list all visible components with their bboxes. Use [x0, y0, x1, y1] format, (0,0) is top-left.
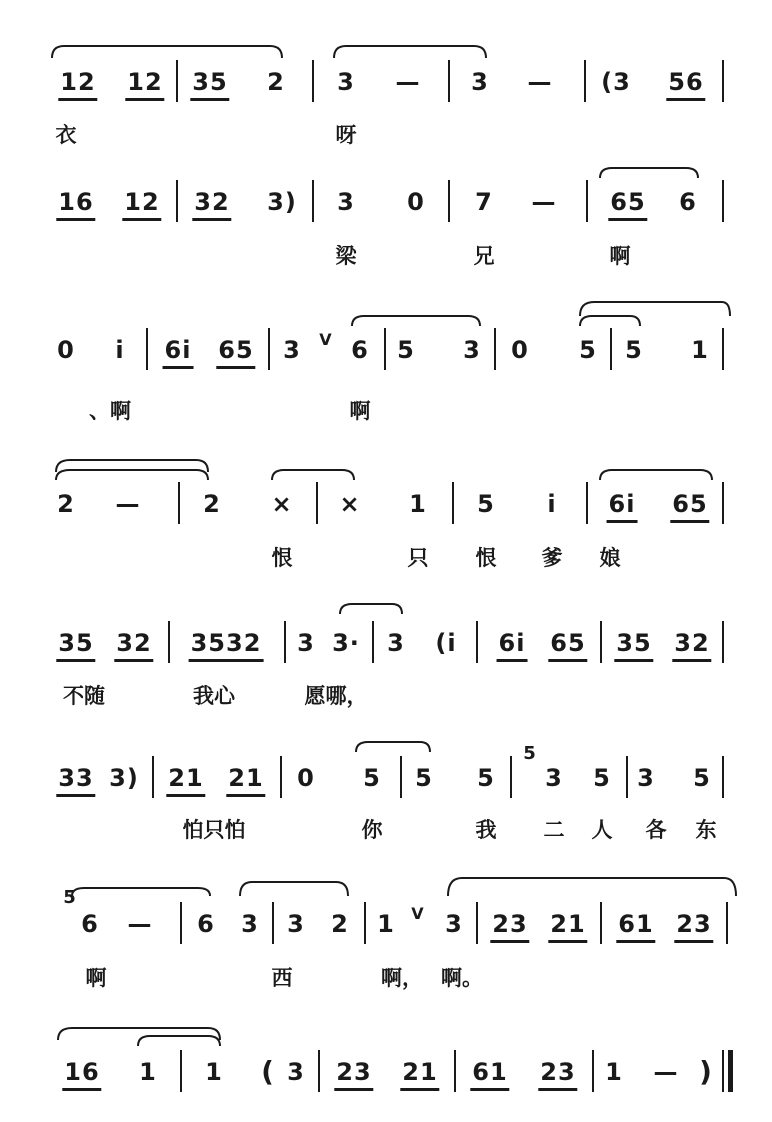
barline — [312, 180, 314, 222]
slur — [56, 470, 208, 480]
barline — [600, 902, 602, 944]
lyric-row-5 — [0, 680, 772, 720]
note-group: 21 — [548, 908, 587, 943]
lyric: 梁 — [335, 244, 357, 268]
lyric: 啊 — [85, 966, 107, 990]
dash: — — [653, 1058, 679, 1086]
slur — [580, 316, 640, 326]
note: 7 — [475, 188, 493, 216]
note-group: 56 — [666, 66, 705, 101]
lyric: 东 — [695, 818, 717, 842]
lyric: 怕只怕 — [182, 818, 246, 842]
slur — [448, 878, 736, 896]
note-group: 32 — [192, 186, 231, 221]
note: 3 — [283, 336, 301, 364]
lyric-row-4 — [0, 542, 772, 582]
barline — [476, 902, 478, 944]
lyric: 我 — [475, 818, 497, 842]
note-group: 12 — [122, 186, 161, 221]
grace-note: 5 — [523, 743, 537, 764]
note-group: 33 — [56, 762, 95, 797]
lyric: 恨 — [475, 546, 497, 570]
notation-row-8 — [0, 1056, 772, 1096]
note-group: 3532 — [189, 627, 264, 662]
lyric: 我心 — [193, 684, 235, 708]
note: i — [547, 490, 557, 518]
note: 5 — [415, 764, 433, 792]
slur — [334, 46, 486, 58]
note: 3 — [545, 764, 563, 792]
barline — [586, 482, 588, 524]
note-group: 16 — [62, 1056, 101, 1091]
barline — [584, 60, 586, 102]
note-group: 35 — [56, 627, 95, 662]
note: 5 — [593, 764, 611, 792]
barline — [312, 60, 314, 102]
slur — [580, 302, 730, 316]
note: × — [271, 490, 293, 518]
notation-row-7 — [0, 887, 772, 948]
note: 3) — [267, 188, 297, 216]
slur — [56, 460, 208, 472]
lyric-row-1 — [0, 119, 772, 159]
note: (i — [435, 629, 457, 657]
note: 3 — [337, 188, 355, 216]
lyric: 人 — [591, 818, 613, 842]
notation-row-1 — [0, 66, 772, 106]
note-group: 23 — [674, 908, 713, 943]
lyric: 啊。 — [441, 966, 483, 990]
barline — [494, 328, 496, 370]
note: 2 — [203, 490, 221, 518]
barline — [448, 60, 450, 102]
note: 3 — [337, 68, 355, 96]
lyric: 、啊 — [89, 399, 131, 423]
note: 2 — [331, 910, 349, 938]
barline — [722, 482, 724, 524]
lyric: 恨 — [271, 546, 293, 570]
note-group: 16 — [56, 186, 95, 221]
dash: — — [395, 68, 421, 96]
note: i — [115, 336, 125, 364]
dash: — — [527, 68, 553, 96]
note: 2 — [57, 490, 75, 518]
paren: ) — [699, 1055, 713, 1088]
lyric: 不随 — [63, 684, 105, 708]
note: 0 — [511, 336, 529, 364]
barline — [600, 621, 602, 663]
barline — [610, 328, 612, 370]
note: 3 — [445, 910, 463, 938]
note-group: 12 — [58, 66, 97, 101]
barline — [152, 756, 154, 798]
slur — [52, 46, 282, 58]
barline — [726, 902, 728, 944]
lyric-row-2 — [0, 240, 772, 280]
notation-row-2 — [0, 186, 772, 226]
note-group: 35 — [190, 66, 229, 101]
note: 6 — [197, 910, 215, 938]
note-group: 6i — [163, 334, 194, 369]
barline — [448, 180, 450, 222]
notation-row-5 — [0, 627, 772, 667]
note-group: 35 — [614, 627, 653, 662]
note: 1 — [691, 336, 709, 364]
note-group: 23 — [334, 1056, 373, 1091]
note: 3) — [109, 764, 139, 792]
barline — [722, 328, 724, 370]
note: 3 — [637, 764, 655, 792]
slur — [240, 882, 348, 896]
note-group: 21 — [226, 762, 265, 797]
note-group: 65 — [608, 186, 647, 221]
note: 1 — [409, 490, 427, 518]
barline — [364, 902, 366, 944]
barline — [722, 621, 724, 663]
barline — [316, 482, 318, 524]
barline — [268, 328, 270, 370]
barline — [176, 180, 178, 222]
notation-row-3 — [0, 330, 772, 374]
barline — [722, 756, 724, 798]
lyric-row-3 — [0, 395, 772, 435]
slur — [356, 742, 430, 752]
lyric: 啊 — [349, 399, 371, 423]
note: 3 — [287, 910, 305, 938]
lyric: 娘 — [599, 546, 621, 570]
note-group: 23 — [538, 1056, 577, 1091]
note-group: 61 — [616, 908, 655, 943]
note: 3 — [287, 1058, 305, 1086]
note: 3 — [463, 336, 481, 364]
barline — [180, 902, 182, 944]
slur — [272, 470, 354, 480]
lyric: 啊， — [381, 966, 423, 990]
barline — [178, 482, 180, 524]
barline — [454, 1050, 456, 1092]
barline — [452, 482, 454, 524]
breath-mark: V — [319, 330, 333, 349]
note-group: 65 — [548, 627, 587, 662]
note: 0 — [57, 336, 75, 364]
note-group: 6i — [607, 488, 638, 523]
note: 1 — [139, 1058, 157, 1086]
barline — [626, 756, 628, 798]
dash: — — [531, 188, 557, 216]
note: 0 — [297, 764, 315, 792]
slur — [600, 168, 698, 178]
lyric: 爹 — [541, 546, 563, 570]
notation-row-4 — [0, 488, 772, 528]
slur — [600, 470, 712, 480]
barline — [510, 756, 512, 798]
note: 1 — [605, 1058, 623, 1086]
barline — [592, 1050, 594, 1092]
lyric: 你 — [361, 818, 383, 842]
barline — [722, 180, 724, 222]
barline — [400, 756, 402, 798]
slur — [58, 1028, 220, 1040]
paren: ( — [261, 1055, 275, 1088]
final-barline — [722, 1050, 724, 1092]
barline — [180, 1050, 182, 1092]
barline — [476, 621, 478, 663]
note-group: 21 — [166, 762, 205, 797]
dash: — — [115, 490, 141, 518]
slur — [340, 604, 402, 614]
dash: — — [127, 910, 153, 938]
note: 5 — [693, 764, 711, 792]
lyric: 啊 — [609, 244, 631, 268]
note-group: 6i — [497, 627, 528, 662]
note: 5 — [397, 336, 415, 364]
barline — [272, 902, 274, 944]
note-group: 23 — [490, 908, 529, 943]
note: 3· — [332, 629, 360, 657]
note: 5 — [477, 490, 495, 518]
note: 6 — [81, 910, 99, 938]
barline — [722, 60, 724, 102]
note-group: 32 — [114, 627, 153, 662]
barline — [280, 756, 282, 798]
slur — [352, 316, 480, 326]
note: 1 — [205, 1058, 223, 1086]
note-group: 61 — [470, 1056, 509, 1091]
note: 5 — [625, 336, 643, 364]
barline — [372, 621, 374, 663]
slur — [138, 1036, 220, 1046]
note: × — [339, 490, 361, 518]
lyric: 愿哪， — [304, 684, 368, 708]
notation-row-6 — [0, 743, 772, 802]
lyric: 兄 — [473, 244, 495, 268]
note: 6 — [679, 188, 697, 216]
barline — [318, 1050, 320, 1092]
lyric: 只 — [407, 546, 429, 570]
note: 5 — [363, 764, 381, 792]
lyric-row-6 — [0, 814, 772, 854]
note: 1 — [377, 910, 395, 938]
note: 3 — [387, 629, 405, 657]
note: 5 — [579, 336, 597, 364]
barline — [146, 328, 148, 370]
lyric: 二 — [543, 818, 565, 842]
note: (3 — [601, 68, 631, 96]
note-group: 12 — [125, 66, 164, 101]
note-group: 65 — [670, 488, 709, 523]
note: 3 — [297, 629, 315, 657]
breath-mark: V — [411, 904, 425, 923]
barline — [586, 180, 588, 222]
note: 2 — [267, 68, 285, 96]
barline — [284, 621, 286, 663]
barline — [176, 60, 178, 102]
barline — [384, 328, 386, 370]
note: 0 — [407, 188, 425, 216]
note-group: 65 — [216, 334, 255, 369]
note: 3 — [471, 68, 489, 96]
slur — [72, 888, 210, 896]
lyric: 各 — [645, 818, 667, 842]
note-group: 32 — [672, 627, 711, 662]
lyric: 衣 — [55, 123, 77, 147]
grace-note: 5 — [63, 887, 77, 908]
lyric: 西 — [271, 966, 293, 990]
lyric: 呀 — [335, 123, 357, 147]
barline — [168, 621, 170, 663]
lyric-row-7 — [0, 962, 772, 1002]
note: 5 — [477, 764, 495, 792]
note: 3 — [241, 910, 259, 938]
note: 6 — [351, 336, 369, 364]
note-group: 21 — [400, 1056, 439, 1091]
